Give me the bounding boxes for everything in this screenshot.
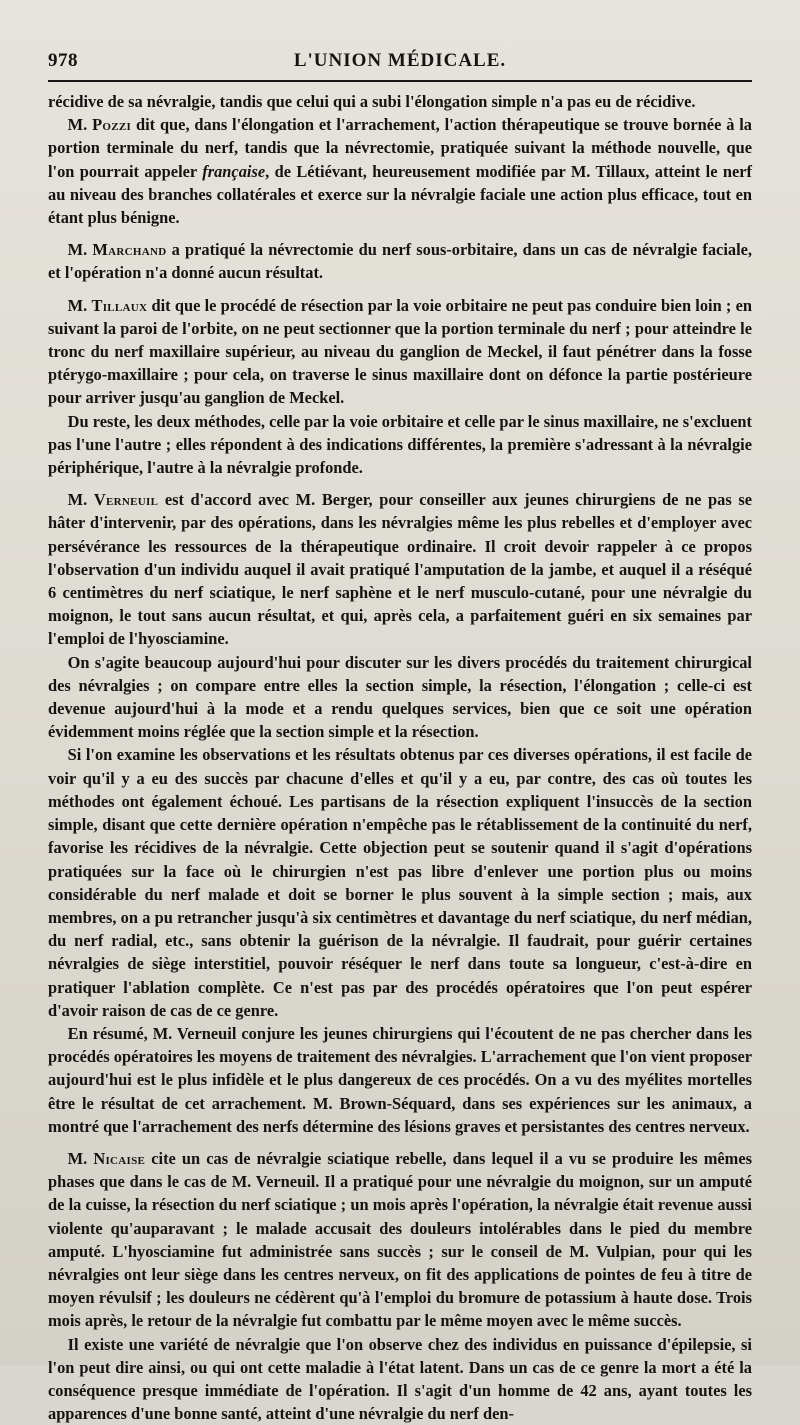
- speaker-name: Nicaise: [93, 1148, 146, 1168]
- paragraph: [48, 743, 752, 1021]
- speaker-name: Pozzi: [92, 115, 132, 135]
- text-run: récidive de sa névralgie, tandis que celui qui a subi l'élongation simple n'a pas eu de récidive.: [48, 92, 696, 111]
- text-run: M.: [67, 115, 93, 135]
- paragraph: [48, 294, 752, 410]
- text-run: On s'agite beaucoup aujourd'hui pour discuter sur les divers procédés du traitement chirurgical des névralgies ; on compare entre elles la section simple, la résection, l'élongation ; celle-ci est devenue aujourd'hui à la mode et a rendu quelques services, bien que ce soit une opération évidemment moins réglée que la section simple et la résection.: [48, 652, 752, 742]
- paragraph: [48, 410, 752, 480]
- paragraph: [48, 1022, 752, 1138]
- text-run: Du reste, les deux méthodes, celle par la voie orbitaire et celle par le sinus maxillaire, ne s'excluent pas l'une l'autre ; elles répondent à des indications différentes, la première s'adressant à la névralgie périphérique, l'autre à la névralgie profonde.: [48, 411, 752, 478]
- paragraph: [48, 90, 752, 113]
- text-run: En résumé, M. Verneuil conjure les jeunes chirurgiens qui l'écoutent de ne pas chercher dans les procédés opératoires les moyens de traitement des névralgies. L'arrachement que l'on vient proposer aujourd'hui est le plus infidèle et le plus dangereux de ces procédés. On a vu des myélites mortelles être le résultat de cet arrachement. M. Brown-Séquard, dans ses expériences sur les animaux, a montré que l'arrachement des nerfs détermine des lésions graves et persistantes des centres nerveux.: [48, 1023, 752, 1136]
- text-run: M.: [67, 240, 93, 260]
- text-run: dit que, dans l'élongation et l'arrachement, l'action thérapeutique se trouve bornée à la portion terminale du nerf, tandis que la névrectomie, pratiquée suivant la méthode nouvelle, que l'on pourrait appeler: [48, 115, 752, 181]
- text-run: dit que le procédé de résection par la voie orbitaire ne peut pas conduire bien loin ; en suivant la paroi de l'orbite, on ne peut sectionner que la portion terminale du nerf ; pour atteindre le tronc du nerf maxillaire supérieur, au niveau du ganglion de Meckel, il faut pénétrer dans la fosse ptérygo-maxillaire ; pour cela, on traverse le sinus maxillaire dont on défonce la partie postérieure pour arriver jusqu'au ganglion de Meckel.: [48, 295, 753, 408]
- text-run: est d'accord avec M. Berger, pour conseiller aux jeunes chirurgiens de ne pas se hâter d'intervenir, par des opérations, dans les névralgies même les plus rebelles et d'employer avec persévérance les ressources de la thérapeutique ordinaire. Il croit devoir rappeler à ce propos l'observation d'un individu auquel il avait pratiqué l'amputation de la jambe, et auquel il a réséqué 6 centimètres du nerf sciatique, le nerf saphène et le nerf musculo-cutané, pour une névralgie du moignon, le tout sans aucun résultat, et qui, après cela, a parfaitement guéri en six semaines par l'emploi de l'hyosciamine.: [48, 490, 752, 649]
- paragraph: [48, 651, 752, 744]
- paragraph: [48, 1147, 752, 1333]
- text-run: M.: [67, 1148, 94, 1168]
- paragraph: [48, 238, 752, 284]
- text-run: Il existe une variété de névralgie que l'on observe chez des individus en puissance d'épilepsie, si l'on peut dire ainsi, ou qui ont cette maladie à l'état latent. Dans un cas de ce genre la mort a été la conséquence presque immédiate de l'opération. Il s'agit d'un homme de 42 ans, ayant toutes les apparences d'une bonne santé, atteint d'une névralgie du nerf den-: [48, 1334, 752, 1424]
- text-run: M.: [67, 490, 94, 510]
- text-run: , de Létiévant, heureusement modifiée par M. Tillaux, atteint le nerf au niveau des branches collatérales et exerce sur la névralgie faciale une action plus efficace, tout en étant plus bénigne.: [48, 161, 752, 228]
- text-run: cite un cas de névralgie sciatique rebelle, dans lequel il a vu se produire les mêmes phases que dans le cas de M. Verneuil. Il a pratiqué pour une névralgie du moignon, sur un amputé de la cuisse, la résection du nerf sciatique ; un mois après l'opération, la névralgie était revenue aussi violente qu'auparavant ; le malade accusait des douleurs intolérables dans le pied du membre amputé. L'hyosciamine fut administrée sans succès ; sur le conseil de M. Vulpian, pour qui les névralgies ont leur siège dans les centres nerveux, on fit des applications de pointes de feu à titre de moyen révulsif ; les douleurs ne cédèrent qu'à l'emploi du bromure de potassium à haute dose. Trois mois après, le retour de la névralgie fut combattu par le même moyen avec le même succès.: [48, 1148, 752, 1331]
- text-run: Si l'on examine les observations et les résultats obtenus par ces diverses opérations, il est facile de voir qu'il y a eu des succès par chacune d'elles et qu'il y a eu, par contre, des cas où toutes les méthodes ont également échoué. Les partisans de la résection expliquent l'insuccès de la section simple, disant que cette dernière opération n'empêche pas le rétablissement de la continuité du nerf, favorise les récidives de la névralgie. Cette objection peut se soutenir quand il s'agit d'opérations pratiquées sur la face où le chirurgien n'est pas libre d'enlever une portion plus ou moins considérable du nerf malade et doit se borner le plus souvent à la simple section ; mais, aux membres, on a pu retrancher jusqu'à six centimètres et davantage du nerf sciatique, du nerf médian, du nerf radial, etc., sans obtenir la guérison de la névralgie. Il faudrait, pour guérir certaines névralgies de siège interstitiel, pouvoir réséquer le nerf dans toute sa longueur, c'est-à-dire en pratiquer l'ablation complète. Ce n'est pas par des procédés opératoires que l'on peut espérer d'avoir raison de cas de ce genre.: [48, 745, 752, 1020]
- journal-title: L'UNION MÉDICALE.: [293, 50, 507, 71]
- page-header: [48, 48, 752, 82]
- paragraph: [48, 113, 752, 229]
- speaker-name: Verneuil: [93, 490, 159, 510]
- italic-text: française: [202, 161, 266, 181]
- text-run: a pratiqué la névrectomie du nerf sous-orbitaire, dans un cas de névralgie faciale, et l'opération n'a donné aucun résultat.: [48, 240, 752, 283]
- speaker-name: Tillaux: [91, 295, 148, 315]
- speaker-name: Marchand: [92, 240, 167, 260]
- text-run: M.: [67, 295, 92, 315]
- paragraph: [48, 1333, 752, 1425]
- article-body: [48, 90, 752, 1425]
- page-number: 978: [48, 50, 78, 71]
- paragraph: [48, 488, 752, 650]
